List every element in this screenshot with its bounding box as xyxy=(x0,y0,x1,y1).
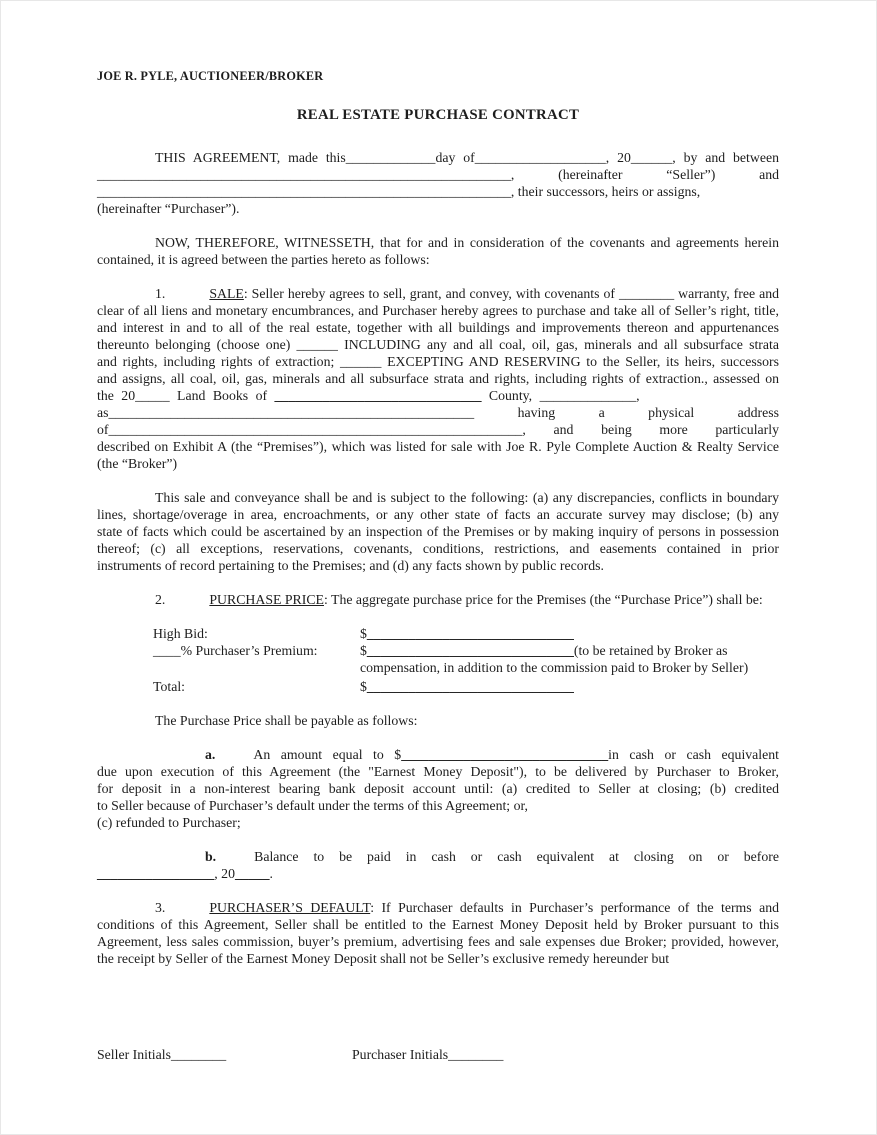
text-line xyxy=(97,200,779,217)
text-line xyxy=(97,319,779,336)
purchasers-premium-label: ____% Purchaser’s Premium: xyxy=(153,643,318,658)
text-run: day of xyxy=(435,150,475,165)
letterhead: JOE R. PYLE, AUCTIONEER/BROKER xyxy=(97,69,324,83)
blank-field[interactable]: ____________________________________________________________ xyxy=(97,167,511,182)
text-run: An amount equal to $ xyxy=(253,747,402,762)
text-run: Agreement, less sales commission, buyer’s premium, advertising fees and sale expenses due Broker; provided, however, xyxy=(97,934,779,949)
text-run: : The aggregate purchase price for the Premises (the “Purchase Price”) shall be: xyxy=(323,592,763,607)
blank-field[interactable]: ______________________________ xyxy=(274,388,482,403)
tab-space xyxy=(165,603,209,604)
witnesseth-paragraph xyxy=(97,234,779,268)
contract-body xyxy=(97,68,779,984)
text-line xyxy=(97,438,779,455)
dollar-sign: $ xyxy=(360,626,367,641)
blank-field[interactable]: ______________________________ xyxy=(401,747,609,762)
text-line xyxy=(97,865,779,882)
text-run: b. xyxy=(205,849,217,864)
text-line xyxy=(97,251,779,268)
blank-field[interactable]: _________________ xyxy=(97,866,215,881)
tab-space xyxy=(97,161,155,162)
blank-field[interactable]: ______________ xyxy=(539,388,637,403)
blank-field[interactable]: ______________________________ xyxy=(366,626,574,641)
text-line xyxy=(97,370,779,387)
text-run: 3. xyxy=(155,900,166,915)
blank-field[interactable]: _____ xyxy=(234,866,270,881)
text-run: 1. xyxy=(155,286,166,301)
tab-space xyxy=(97,297,155,298)
text-line xyxy=(97,848,779,865)
text-run: and interest in and to all of the real estate, together with all buildings and improvements thereon and appurtenances xyxy=(97,320,779,335)
text-line xyxy=(97,523,779,540)
text-line xyxy=(97,336,779,353)
text-run: , 20 xyxy=(605,150,631,165)
text-run: 2. xyxy=(155,592,166,607)
text-run: in cash or cash equivalent xyxy=(608,747,779,762)
blank-field[interactable]: ___________________ xyxy=(474,150,606,165)
text-line xyxy=(97,387,779,404)
tab-space xyxy=(97,860,205,861)
text-run: The Purchase Price shall be payable as follows: xyxy=(155,713,418,728)
text-run: , (hereinafter “Seller”) and xyxy=(510,167,779,182)
text-run: PURCHASE PRICE xyxy=(209,592,324,607)
text-run: : If Purchaser defaults in Purchaser’s performance of the terms and xyxy=(370,900,780,915)
tab-space xyxy=(97,724,155,725)
tab-space xyxy=(97,911,155,912)
blank-field[interactable]: ________ xyxy=(448,1047,504,1062)
text-line xyxy=(97,763,779,780)
price-row-total xyxy=(153,678,779,695)
text-run: and assigns, all coal, oil, gas, minerals and all subsurface strata and rights, including rights of extraction., assessed on xyxy=(97,371,779,386)
purchaser-initials-label: Purchaser Initials xyxy=(352,1047,449,1062)
text-run: (hereinafter “Purchaser”). xyxy=(97,201,240,216)
blank-field[interactable]: ______________________________ xyxy=(366,643,574,658)
text-run: . xyxy=(269,866,273,881)
blank-field[interactable]: ____________________________________________________________ xyxy=(108,422,523,437)
text-run: a. xyxy=(205,747,216,762)
seller-initials xyxy=(97,1046,226,1063)
text-run: of xyxy=(97,422,109,437)
text-run: Land Books of xyxy=(169,388,275,403)
text-line xyxy=(97,404,779,421)
text-run: , their successors, heirs or assigns, xyxy=(510,184,701,199)
text-line xyxy=(97,421,779,438)
text-run: , by and between xyxy=(672,150,779,165)
text-run: PURCHASER’S DEFAULT xyxy=(209,900,371,915)
initials-footer xyxy=(97,1046,779,1066)
text-run: (c) refunded to Purchaser; xyxy=(97,815,241,830)
text-run: , xyxy=(636,388,640,403)
tab-space xyxy=(97,603,155,604)
text-line xyxy=(97,797,779,814)
text-run: state of facts which could be ascertained by an inspection of the Premises or by making inquiry of persons in possession xyxy=(97,524,779,539)
text-line xyxy=(97,814,779,831)
total-label: Total: xyxy=(153,679,185,694)
text-run: Balance to be paid in cash or cash equivalent at closing on or before xyxy=(254,849,779,864)
blank-field[interactable]: _____________ xyxy=(345,150,436,165)
document-title: REAL ESTATE PURCHASE CONTRACT xyxy=(296,107,580,123)
text-run: EXCEPTING AND RESERVING to the Seller, its heirs, successors xyxy=(381,354,779,369)
text-line xyxy=(97,166,779,183)
text-run: and rights, including rights of extraction; xyxy=(97,354,341,369)
text-run: This sale and conveyance shall be and is subject to the following: (a) any discrepancies, conflicts in boundary xyxy=(155,490,779,505)
text-run: INCLUDING any and all coal, oil, gas, minerals and all subsurface strata xyxy=(337,337,779,352)
text-run: having a physical address xyxy=(474,405,779,420)
text-run: (the “Broker”) xyxy=(97,456,178,471)
blank-field[interactable]: ____________________________________________________________ xyxy=(97,184,511,199)
section-2-purchase-price-heading xyxy=(97,591,779,608)
text-line xyxy=(97,540,779,557)
text-run: to Seller because of Purchaser’s default under the terms of this Agreement; or, xyxy=(97,798,528,813)
text-line xyxy=(97,302,779,319)
text-run: thereof; (c) all exceptions, reservations, covenants, conditions, restrictions, and easements contained in prior xyxy=(97,541,779,556)
text-run: thereunto belonging (choose one) xyxy=(97,337,297,352)
tab-space xyxy=(97,246,155,247)
text-run: THIS AGREEMENT, made this xyxy=(155,150,346,165)
text-line xyxy=(97,712,779,729)
tab-space xyxy=(165,297,209,298)
price-row-high-bid xyxy=(153,625,779,642)
price-note: (to be retained by Broker as xyxy=(573,643,728,658)
blank-field[interactable]: ________ xyxy=(170,1047,227,1062)
item-a-earnest-money-paragraph xyxy=(97,746,779,831)
text-line xyxy=(97,489,779,506)
tab-space xyxy=(216,860,254,861)
text-line xyxy=(97,591,779,608)
text-run: as xyxy=(97,405,109,420)
text-line xyxy=(97,916,779,933)
dollar-sign: $ xyxy=(360,679,367,694)
text-line xyxy=(97,506,779,523)
text-run: County, xyxy=(481,388,540,403)
blank-field[interactable]: ________ xyxy=(618,286,675,301)
subject-to-paragraph xyxy=(97,489,779,574)
text-run: due upon execution of this Agreement (the "Earnest Money Deposit"), to be delivered by Purchaser to Broker, xyxy=(97,764,779,779)
text-line xyxy=(97,933,779,950)
text-line xyxy=(360,642,779,659)
text-run: described on Exhibit A (the “Premises”), which was listed for sale with Joe R. Pyle Complete Auction & Realty Service xyxy=(97,439,779,454)
text-run: instruments of record pertaining to the Premises; and (d) any facts shown by public records. xyxy=(97,558,604,573)
text-line xyxy=(97,557,779,574)
tab-space xyxy=(165,911,209,912)
section-3-purchasers-default-paragraph xyxy=(97,899,779,967)
text-line xyxy=(97,149,779,166)
text-line xyxy=(97,183,779,200)
blank-field[interactable]: ______ xyxy=(630,150,673,165)
item-b-balance-paragraph xyxy=(97,848,779,882)
text-run: SALE xyxy=(209,286,244,301)
text-line xyxy=(97,285,779,302)
text-line: compensation, in addition to the commission paid to Broker by Seller) xyxy=(360,660,749,675)
total-value xyxy=(360,678,779,695)
text-run: , and being more particularly xyxy=(522,422,779,437)
text-line xyxy=(97,780,779,797)
text-line xyxy=(97,950,779,967)
dollar-sign: $ xyxy=(360,643,367,658)
blank-field[interactable]: ______ xyxy=(296,337,338,352)
tab-space xyxy=(97,758,205,759)
blank-field[interactable]: _____ xyxy=(135,388,170,403)
text-run: warranty, free and xyxy=(674,286,779,301)
text-run: contained, it is agreed between the parties hereto as follows: xyxy=(97,252,430,267)
agreement-intro-paragraph xyxy=(97,149,779,217)
purchaser-initials xyxy=(352,1046,503,1063)
high-bid-value xyxy=(360,625,779,642)
tab-space xyxy=(215,758,253,759)
text-run: , 20 xyxy=(214,866,235,881)
blank-field[interactable]: ______________________________ xyxy=(366,679,574,694)
text-run: the 20 xyxy=(97,388,136,403)
seller-initials-label: Seller Initials xyxy=(97,1047,171,1062)
text-run: lines, shortage/overage in area, encroachments, or any other state of facts an accurate survey may disclose; (b) any xyxy=(97,507,779,522)
text-run: conditions of this Agreement, Seller shall be entitled to the Earnest Money Deposit held by Broker pursuant to this xyxy=(97,917,779,932)
price-row-purchasers-premium xyxy=(153,642,779,676)
text-line xyxy=(97,899,779,916)
text-line xyxy=(97,234,779,251)
text-line xyxy=(97,455,779,472)
section-1-sale-paragraph xyxy=(97,285,779,472)
payable-paragraph xyxy=(97,712,779,729)
text-run: for deposit in a non-interest bearing bank deposit account until: (a) credited to Seller at closing; (b) credited xyxy=(97,781,779,796)
text-line xyxy=(97,353,779,370)
text-run: NOW, THEREFORE, WITNESSETH, that for and in consideration of the covenants and agreements herein xyxy=(155,235,779,250)
text-run: : Seller hereby agrees to sell, grant, and convey, with covenants of xyxy=(243,286,619,301)
text-run: the receipt by Seller of the Earnest Money Deposit shall not be Seller’s exclusive remedy hereunder but xyxy=(97,951,670,966)
text-line xyxy=(97,746,779,763)
blank-field[interactable]: ______ xyxy=(340,354,382,369)
price-table xyxy=(97,625,779,695)
high-bid-label: High Bid: xyxy=(153,626,208,641)
tab-space xyxy=(97,501,155,502)
purchasers-premium-value xyxy=(360,642,779,676)
text-run: clear of all liens and monetary encumbrances, and Purchaser hereby agrees to purchase and take all of Seller’s right, title, xyxy=(97,303,779,318)
blank-field[interactable]: _____________________________________________________ xyxy=(108,405,475,420)
